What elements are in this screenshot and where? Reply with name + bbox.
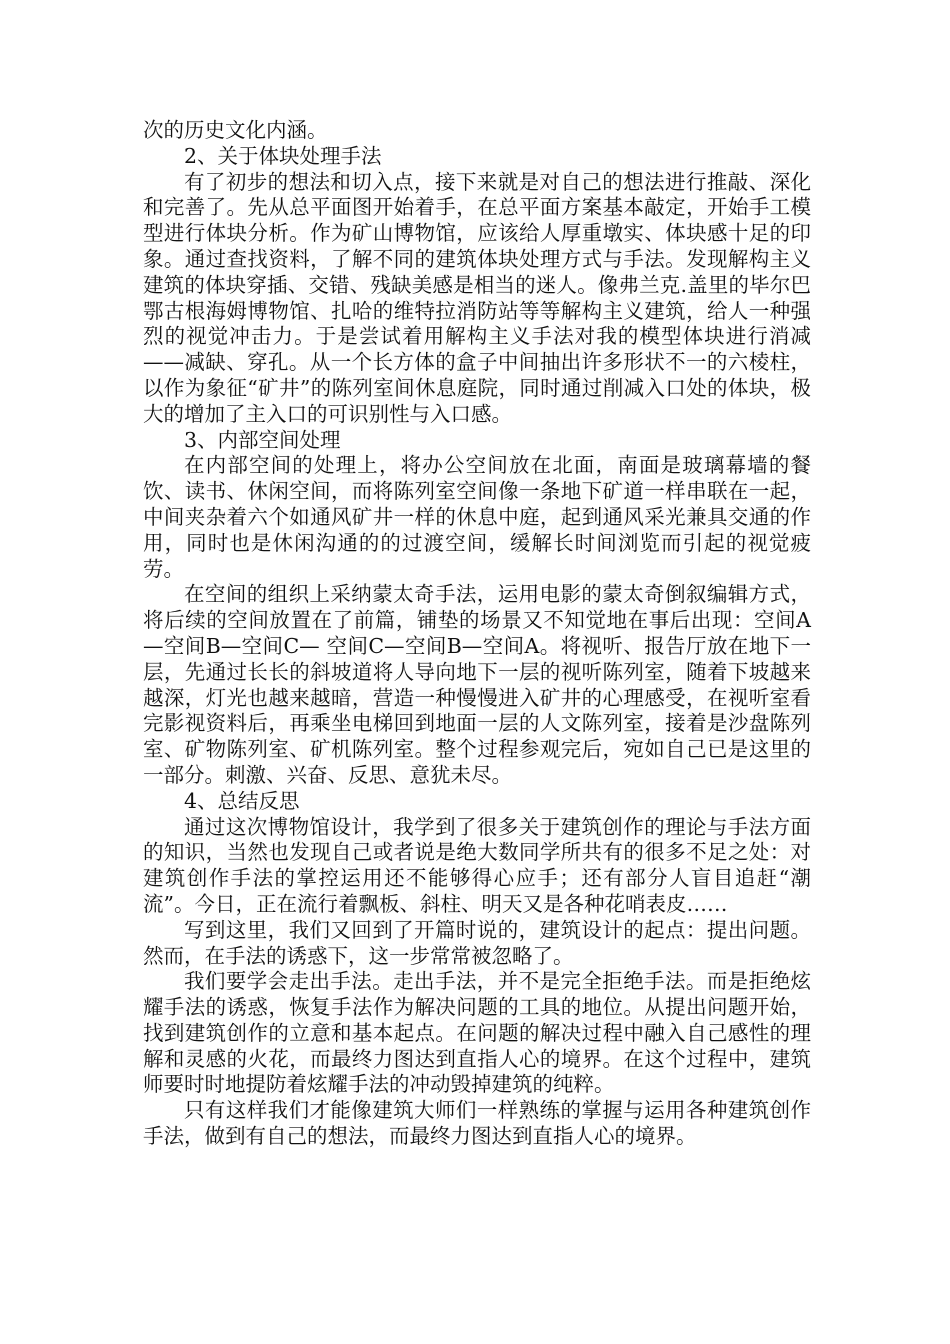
paragraph-conclusion: 只有这样我们才能像建筑大师们一样熟练的掌握与运用各种建筑创作手法，做到有自己的想法，而最终力图达到直指人心的境界。 xyxy=(143,1098,811,1149)
paragraph-continuation: 次的历史文化内涵。 xyxy=(143,118,328,142)
paragraph-montage-technique: 在空间的组织上采纳蒙太奇手法，运用电影的蒙太奇倒叙编辑方式，将后续的空间放置在了前篇，铺垫的场景又不知觉地在事后出现：空间A—空间B—空间C— 空间C—空间B—空间A。将视听、报告厅放在地下一层，先通过长长的斜坡道将人导向地下一层的视听陈列室，随着下坡越来越深，灯光也越来越暗，营造一种慢慢进入矿井的心理感受，在视听室看完影视资料后，再乘坐电梯回到地面一层的人文陈列室，接着是沙盘陈列室、矿物陈列室、矿机陈列室。整个过程参观完后，宛如自己已是这里的一部分。刺激、兴奋、反思、意犹未尽。 xyxy=(143,582,811,787)
paragraph-interior-space: 在内部空间的处理上，将办公空间放在北面，南面是玻璃幕墙的餐饮、读书、休闲空间，而将陈列室空间像一条地下矿道一样串联在一起，中间夹杂着六个如通风矿井一样的休息中庭，起到通风采光兼具交通的作用，同时也是休闲沟通的的过渡空间，缓解长时间浏览而引起的视觉疲劳。 xyxy=(143,453,811,581)
paragraph-beyond-technique: 我们要学会走出手法。走出手法，并不是完全拒绝手法。而是拒绝炫耀手法的诱惑，恢复手法作为解决问题的工具的地位。从提出问题开始，找到建筑创作的立意和基本起点。在问题的解决过程中融入自己感性的理解和灵感的火花，而最终力图达到直指人心的境界。在这个过程中，建筑师要时时地提防着炫耀手法的冲动毁掉建筑的纯粹。 xyxy=(143,969,811,1097)
paragraph-summary: 通过这次博物馆设计，我学到了很多关于建筑创作的理论与手法方面的知识，当然也发现自己或者说是绝大数同学所共有的很多不足之处：对建筑创作手法的掌控运用还不能够得心应手；还有部分人盲目追赶“潮流”。今日，正在流行着飘板、斜柱、明天又是各种花哨表皮…… xyxy=(143,814,811,916)
paragraph-block-handling: 有了初步的想法和切入点，接下来就是对自己的想法进行推敲、深化和完善了。先从总平面图开始着手，在总平面方案基本敲定，开始手工模型进行体块分析。作为矿山博物馆，应该给人厚重墩实、体块感十足的印象。通过查找资料，了解不同的建筑体块处理方式与手法。发现解构主义建筑的体块穿插、交错、残缺美感是相当的迷人。像弗兰克.盖里的毕尔巴鄂古根海姆博物馆、扎哈的维特拉消防站等等解构主义建筑，给人一种强烈的视觉冲击力。于是尝试着用解构主义手法对我的模型体块进行消减——减缺、穿孔。从一个长方体的盒子中间抽出许多形状不一的六棱柱，以作为象征“矿井”的陈列室间休息庭院，同时通过削减入口处的体块，极大的增加了主入口的可识别性与入口感。 xyxy=(143,169,811,426)
paragraph-starting-point: 写到这里，我们又回到了开篇时说的，建筑设计的起点：提出问题。然而，在手法的诱惑下，这一步常常被忽略了。 xyxy=(143,917,811,968)
section-heading-interior-space: 3、内部空间处理 xyxy=(184,427,341,452)
section-heading-summary: 4、总结反思 xyxy=(184,788,300,813)
document-body xyxy=(143,118,811,1150)
section-heading-block-handling: 2、关于体块处理手法 xyxy=(184,143,382,168)
